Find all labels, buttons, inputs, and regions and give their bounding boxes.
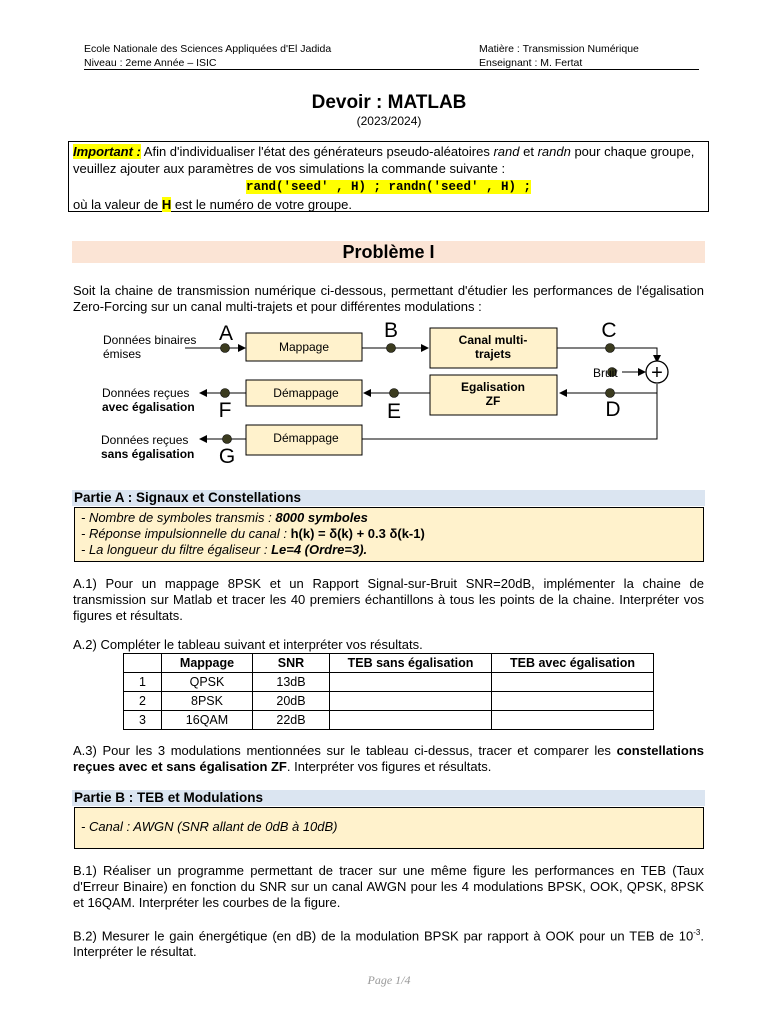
table-cell: 1 — [124, 673, 162, 692]
table-cell: 8PSK — [162, 692, 253, 711]
point-d-label: D — [605, 398, 621, 421]
table-cell: 16QAM — [162, 711, 253, 730]
table-header — [124, 654, 162, 673]
out-f-label-2: avec égalisation — [102, 400, 195, 414]
seed-command: rand('seed' , H) ; randn('seed' , H) ; — [245, 180, 532, 194]
intro-paragraph: Soit la chaine de transmission numérique ci-dessous, permettant d'étudier les performances de l'égalisation Zero-Forcing sur un canal multi-trajets et pour différentes modulations : — [73, 283, 704, 314]
plus-sign: + — [651, 362, 663, 384]
table-cell — [492, 673, 654, 692]
point-f-dot — [221, 389, 230, 398]
channel-label-2: trajets — [474, 347, 512, 361]
level: Niveau : 2eme Année – ISIC — [84, 57, 217, 69]
table-header: Mappage — [162, 654, 253, 673]
table-cell — [330, 692, 492, 711]
channel-label-1: Canal multi- — [458, 333, 528, 347]
table-cell: 22dB — [253, 711, 330, 730]
table-cell: 20dB — [253, 692, 330, 711]
point-b-dot — [387, 344, 396, 353]
demap-label-noeq: Démappage — [273, 431, 339, 445]
table-header: TEB avec égalisation — [492, 654, 654, 673]
question-a1: A.1) Pour un mappage 8PSK et un Rapport Signal-sur-Bruit SNR=20dB, implémenter la chaine de transmission sur Matlab et tracer les 40 premiers échantillons à tous les points de la chaine. Interpréter vos figures et résultats. — [73, 576, 704, 623]
point-b-label: B — [383, 319, 399, 342]
teacher: Enseignant : M. Fertat — [479, 57, 583, 69]
table-header: TEB sans égalisation — [330, 654, 492, 673]
input-label-1: Données binaires — [103, 333, 197, 347]
table-cell — [330, 711, 492, 730]
param-filter: - La longueur du filtre égaliseur : Le=4 (Ordre=3). — [81, 542, 368, 557]
question-b2: B.2) Mesurer le gain énergétique (en dB) de la modulation BPSK par rapport à OOK pour un TEB de $10^{-3}$. Interpréter le résultat. — [73, 928, 704, 960]
table-header-row — [124, 654, 654, 673]
point-f-label: F — [218, 399, 232, 422]
out-g-label-1: Données reçues — [101, 433, 189, 447]
demap-label-eq: Démappage — [273, 386, 339, 400]
table-row — [124, 692, 654, 711]
point-g-label: G — [218, 445, 236, 468]
point-e-dot — [390, 389, 399, 398]
question-a3: A.3) Pour les 3 modulations mentionnées sur le tableau ci-dessus, tracer et comparer les constellations reçues avec et sans égalisation ZF. Interpréter vos figures et résultats. — [73, 743, 704, 774]
point-a-label: A — [218, 322, 234, 345]
teb-table — [123, 653, 654, 730]
noise-label: Bruit — [593, 366, 618, 380]
subject: Matière : Transmission Numérique — [479, 43, 639, 55]
mapping-label: Mappage — [278, 340, 330, 354]
out-f-label-1: Données reçues — [102, 386, 190, 400]
point-d-dot — [606, 389, 615, 398]
important-text: Important : Afin d'individualiser l'état des générateurs pseudo-aléatoires rand et randn pour chaque groupe, veuillez ajouter aux paramètres de vos simulations la commande suivante : — [73, 144, 695, 176]
question-b1: B.1) Réaliser un programme permettant de tracer sur une même figure les performances en TEB (Taux d'Erreur Binaire) en fonction du SNR sur un canal AWGN pour les 4 modulations BPSK, OOK, QPSK, 8PSK et 16QAM. Interpréter les courbes de la figure. — [73, 863, 704, 910]
eq-label-2: ZF — [485, 394, 501, 408]
school-name: Ecole Nationale des Sciences Appliquées d'El Jadida — [84, 43, 332, 55]
table-header: SNR — [253, 654, 330, 673]
part-b-params: - Canal : AWGN (SNR allant de 0dB à 10dB) — [74, 807, 704, 849]
point-c-label: C — [601, 319, 617, 342]
out-g-label-2: sans égalisation — [101, 447, 195, 461]
group-note: où la valeur de H est le numéro de votre groupe. — [73, 197, 352, 212]
academic-year: (2023/2024) — [356, 114, 422, 128]
part-a-title: Partie A : Signaux et Constellations — [72, 490, 705, 506]
problem-title: Problème I — [72, 241, 705, 263]
point-e-label: E — [386, 400, 402, 423]
table-cell: QPSK — [162, 673, 253, 692]
table-row — [124, 673, 654, 692]
eq-label-1: Egalisation — [460, 380, 526, 394]
transmission-diagram — [0, 0, 768, 480]
page-title: Devoir : MATLAB — [311, 92, 467, 113]
part-b-title: Partie B : TEB et Modulations — [72, 790, 705, 806]
part-a-params — [74, 507, 704, 562]
table-cell: 2 — [124, 692, 162, 711]
table-cell — [492, 692, 654, 711]
page-number: Page 1/4 — [367, 973, 411, 987]
point-g-dot — [223, 435, 232, 444]
table-cell — [492, 711, 654, 730]
table-cell: 13dB — [253, 673, 330, 692]
table-cell — [330, 673, 492, 692]
table-cell: 3 — [124, 711, 162, 730]
important-label: Important : — [73, 144, 141, 159]
param-channel: - Réponse impulsionnelle du canal : h(k) = δ(k) + 0.3 δ(k-1) — [81, 526, 425, 541]
point-c-dot — [606, 344, 615, 353]
input-label-2: émises — [103, 347, 142, 361]
param-symbols: - Nombre de symboles transmis : 8000 symboles — [81, 510, 368, 525]
question-a2: A.2) Compléter le tableau suivant et interpréter vos résultats. — [73, 637, 423, 652]
table-row — [124, 711, 654, 730]
